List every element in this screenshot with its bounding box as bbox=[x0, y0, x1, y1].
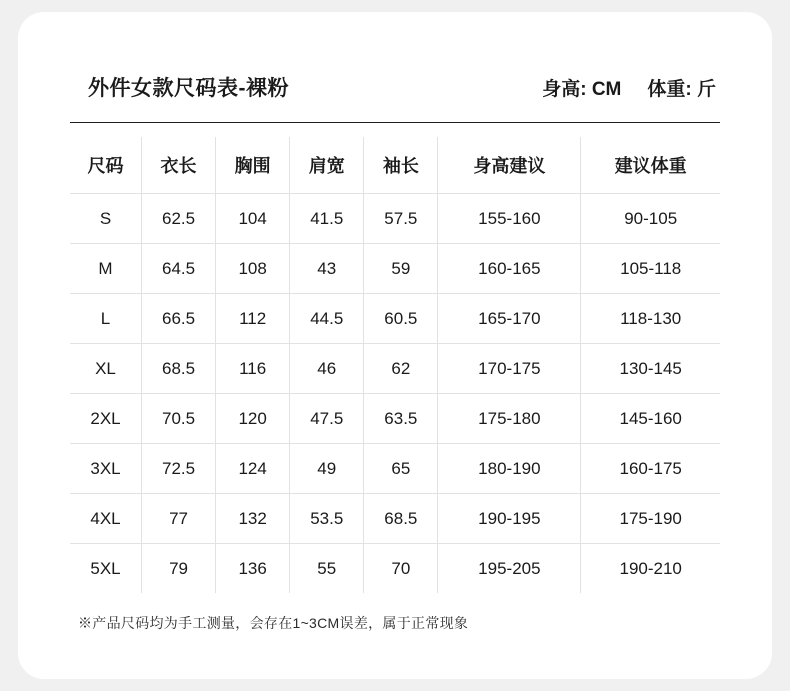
cell-length: 72.5 bbox=[142, 444, 216, 494]
cell-length: 64.5 bbox=[142, 244, 216, 294]
size-table bbox=[70, 137, 720, 593]
column-header-weight-advice: 建议体重 bbox=[581, 137, 720, 194]
page-title: 外件女款尺码表-裸粉 bbox=[88, 77, 289, 100]
cell-length: 79 bbox=[142, 544, 216, 594]
chart-header bbox=[70, 72, 720, 102]
table-row bbox=[70, 344, 720, 394]
cell-length: 68.5 bbox=[142, 344, 216, 394]
cell-height-advice: 180-190 bbox=[438, 444, 581, 494]
title-divider bbox=[70, 122, 720, 123]
measurement-note: ※产品尺码均为手工测量，会存在1~3CM误差，属于正常现象 bbox=[78, 615, 469, 631]
cell-size: 4XL bbox=[70, 494, 142, 544]
column-header-sleeve: 袖长 bbox=[364, 137, 438, 194]
cell-size: 3XL bbox=[70, 444, 142, 494]
cell-weight-advice: 105-118 bbox=[581, 244, 720, 294]
column-header-height-advice: 身高建议 bbox=[438, 137, 581, 194]
cell-shoulder: 41.5 bbox=[290, 194, 364, 244]
cell-shoulder: 49 bbox=[290, 444, 364, 494]
cell-bust: 132 bbox=[216, 494, 290, 544]
cell-bust: 112 bbox=[216, 294, 290, 344]
table-row bbox=[70, 494, 720, 544]
table-row bbox=[70, 244, 720, 294]
cell-weight-advice: 175-190 bbox=[581, 494, 720, 544]
size-chart-card bbox=[18, 12, 772, 679]
cell-weight-advice: 190-210 bbox=[619, 558, 682, 578]
cell-size: 5XL bbox=[70, 544, 142, 594]
cell-height-advice: 160-165 bbox=[438, 244, 581, 294]
cell-size: L bbox=[70, 294, 142, 344]
cell-height-advice: 195-205 bbox=[438, 544, 581, 594]
cell-length: 66.5 bbox=[142, 294, 216, 344]
cell-bust: 104 bbox=[216, 194, 290, 244]
cell-sleeve: 65 bbox=[364, 444, 438, 494]
cell-bust: 120 bbox=[216, 394, 290, 444]
size-chart-content bbox=[70, 72, 720, 633]
cell-height-advice: 170-175 bbox=[438, 344, 581, 394]
cell-height-advice: 155-160 bbox=[438, 194, 581, 244]
table-header-row bbox=[70, 137, 720, 194]
unit-weight: 体重: 斤 bbox=[647, 79, 716, 100]
cell-shoulder: 55 bbox=[290, 544, 364, 594]
column-header-shoulder: 肩宽 bbox=[290, 137, 364, 194]
cell-sleeve: 57.5 bbox=[364, 194, 438, 244]
cell-weight-advice: 130-145 bbox=[581, 344, 720, 394]
cell-sleeve: 63.5 bbox=[364, 394, 438, 444]
cell-height-advice: 190-195 bbox=[438, 494, 581, 544]
cell-bust: 116 bbox=[216, 344, 290, 394]
table-row bbox=[70, 444, 720, 494]
cell-bust: 124 bbox=[216, 444, 290, 494]
cell-shoulder: 46 bbox=[290, 344, 364, 394]
cell-weight-advice: 90-105 bbox=[581, 194, 720, 244]
cell-length: 70.5 bbox=[142, 394, 216, 444]
table-row bbox=[70, 194, 720, 244]
cell-shoulder: 47.5 bbox=[290, 394, 364, 444]
table-row bbox=[70, 544, 720, 594]
cell-shoulder: 43 bbox=[290, 244, 364, 294]
cell-size: 2XL bbox=[70, 394, 142, 444]
table-row bbox=[70, 394, 720, 444]
column-header-size: 尺码 bbox=[70, 137, 142, 194]
unit-legend bbox=[542, 74, 716, 101]
unit-height: 身高: CM bbox=[542, 79, 622, 100]
column-header-bust: 胸围 bbox=[216, 137, 290, 194]
cell-bust: 108 bbox=[216, 244, 290, 294]
cell-height-advice: 175-180 bbox=[438, 394, 581, 444]
table-row bbox=[70, 294, 720, 344]
cell-shoulder: 53.5 bbox=[290, 494, 364, 544]
column-header-length: 衣长 bbox=[142, 137, 216, 194]
cell-sleeve: 62 bbox=[364, 344, 438, 394]
cell-sleeve: 59 bbox=[364, 244, 438, 294]
cell-sleeve: 70 bbox=[364, 544, 438, 594]
cell-length: 77 bbox=[142, 494, 216, 544]
cell-size: XL bbox=[70, 344, 142, 394]
cell-length: 62.5 bbox=[142, 194, 216, 244]
cell-weight-advice: 160-175 bbox=[581, 444, 720, 494]
cell-sleeve: 68.5 bbox=[364, 494, 438, 544]
cell-height-advice: 165-170 bbox=[438, 294, 581, 344]
cell-weight-advice: 118-130 bbox=[581, 294, 720, 344]
cell-shoulder: 44.5 bbox=[290, 294, 364, 344]
cell-size: M bbox=[70, 244, 142, 294]
cell-sleeve: 60.5 bbox=[364, 294, 438, 344]
cell-bust: 136 bbox=[216, 544, 290, 594]
cell-size: S bbox=[70, 194, 142, 244]
cell-weight-advice: 145-160 bbox=[581, 394, 720, 444]
